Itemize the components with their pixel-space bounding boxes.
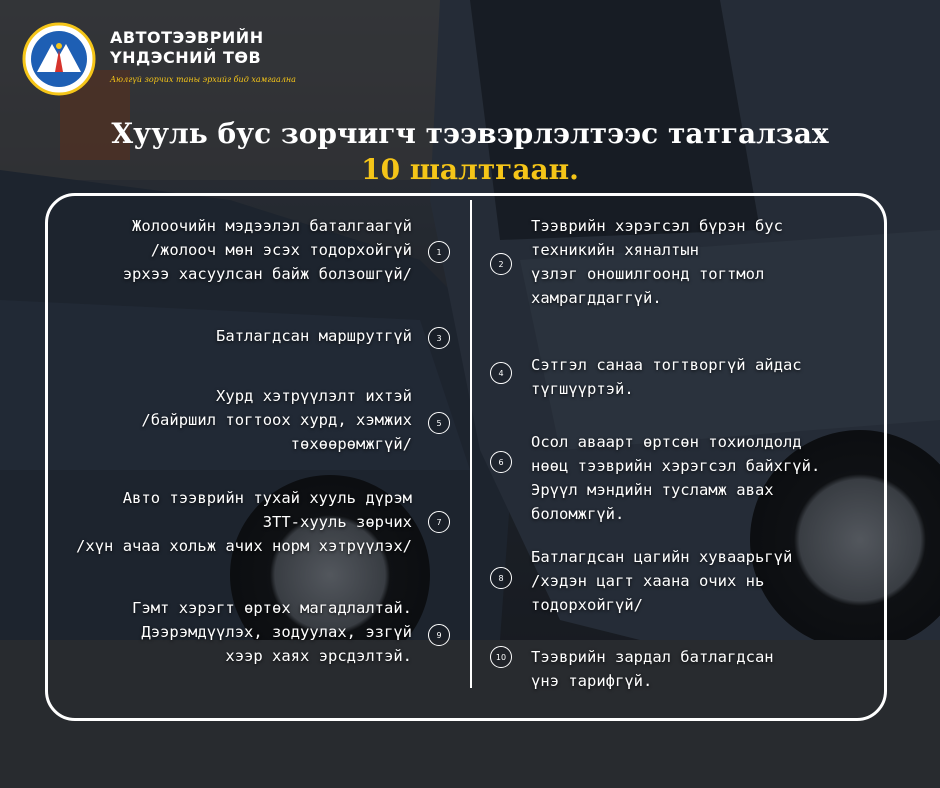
reason-text-line: Хурд хэтрүүлэлт ихтэй [216,387,412,405]
reason-text-line: /хүн ачаа хольж ачих норм хэтрүүлэх/ [76,537,412,555]
reason-text-line: техникийн хяналтын [531,241,699,259]
reason-text-line: /жолооч мөн эсэх тодорхойгүй [150,241,412,259]
reason-text-line: Жолоочийн мэдээлэл баталгаагүй [132,217,412,235]
reason-item-6 [531,430,820,526]
reason-number-badge: 9 [428,624,450,646]
reason-number-badge: 5 [428,412,450,434]
reason-item-7 [76,486,412,558]
reason-number-badge: 8 [490,567,512,589]
org-name-line2: ҮНДЭСНИЙ ТӨВ [110,48,262,67]
reason-text-line: Авто тээврийн тухай хууль дүрэм [122,489,412,507]
reason-item-8 [531,545,792,617]
reason-text-line: эрхээ хасуулсан байж болзошгүй/ [122,265,412,283]
reason-item-1 [123,214,412,286]
reason-text-line: нөөц тээврийн хэрэгсэл байхгүй. [531,457,821,475]
title-line2: 10 шалтгаан. [361,153,579,186]
reason-text-line: Батлагдсан маршрутгүй [216,327,412,345]
reason-number-badge: 4 [490,362,512,384]
reason-text-line: Эрүүл мэндийн тусламж авах [531,481,774,499]
reason-text-line: боломжгүй. [531,505,625,523]
title-line1: Хууль бус зорчигч тээвэрлэлтээс татгалзах [111,117,829,150]
org-name-line1: АВТОТЭЭВРИЙН [110,28,264,47]
reason-text-line: ЗТТ-хууль зөрчих [262,513,412,531]
reason-item-10 [531,645,774,693]
reason-text-line: хамрагддаггүй. [531,289,662,307]
reason-number-badge: 3 [428,327,450,349]
reason-text-line: төхөөрөмжгүй/ [290,435,412,453]
reason-text-line: хээр хаях эрсдэлтэй. [225,647,412,665]
reason-text-line: Батлагдсан цагийн хуваарьгүй [531,548,793,566]
reason-item-3 [216,324,412,348]
timeline-divider [470,200,472,688]
reason-number-badge: 6 [490,451,512,473]
reason-text-line: /байршил тогтоох хурд, хэмжих [141,411,412,429]
reason-text-line: Тээврийн хэрэгсэл бүрэн бус [531,217,783,235]
org-logo [22,22,96,96]
reason-item-5 [141,384,412,456]
reason-text-line: үнэ тарифгүй. [531,672,653,690]
reason-number-badge: 1 [428,241,450,263]
reason-number-badge: 7 [428,511,450,533]
reason-text-line: Осол аваарт өртсөн тохиолдолд [531,433,802,451]
reason-item-4 [531,353,802,401]
reason-item-9 [132,596,412,668]
reason-text-line: Тээврийн зардал батлагдсан [531,648,774,666]
reason-number-badge: 10 [490,646,512,668]
page-title [0,116,940,188]
reason-number-badge: 2 [490,253,512,275]
reason-text-line: Гэмт хэрэгт өртөх магадлалтай. [132,599,412,617]
reason-text-line: түгшүүртэй. [531,380,634,398]
reason-text-line: тодорхойгүй/ [531,596,643,614]
org-motto: Аюлгүй зорчих таны эрхийг бид хамгаална [110,75,296,84]
org-name [110,28,296,90]
reason-text-line: үзлэг оношилгоонд тогтмол [531,265,765,283]
reason-text-line: Сэтгэл санаа тогтворгүй айдас [531,356,802,374]
reason-item-2 [531,214,783,310]
reason-text-line: /хэдэн цагт хаана очих нь [531,572,765,590]
reason-text-line: Дээрэмдүүлэх, зодуулах, эзгүй [141,623,412,641]
